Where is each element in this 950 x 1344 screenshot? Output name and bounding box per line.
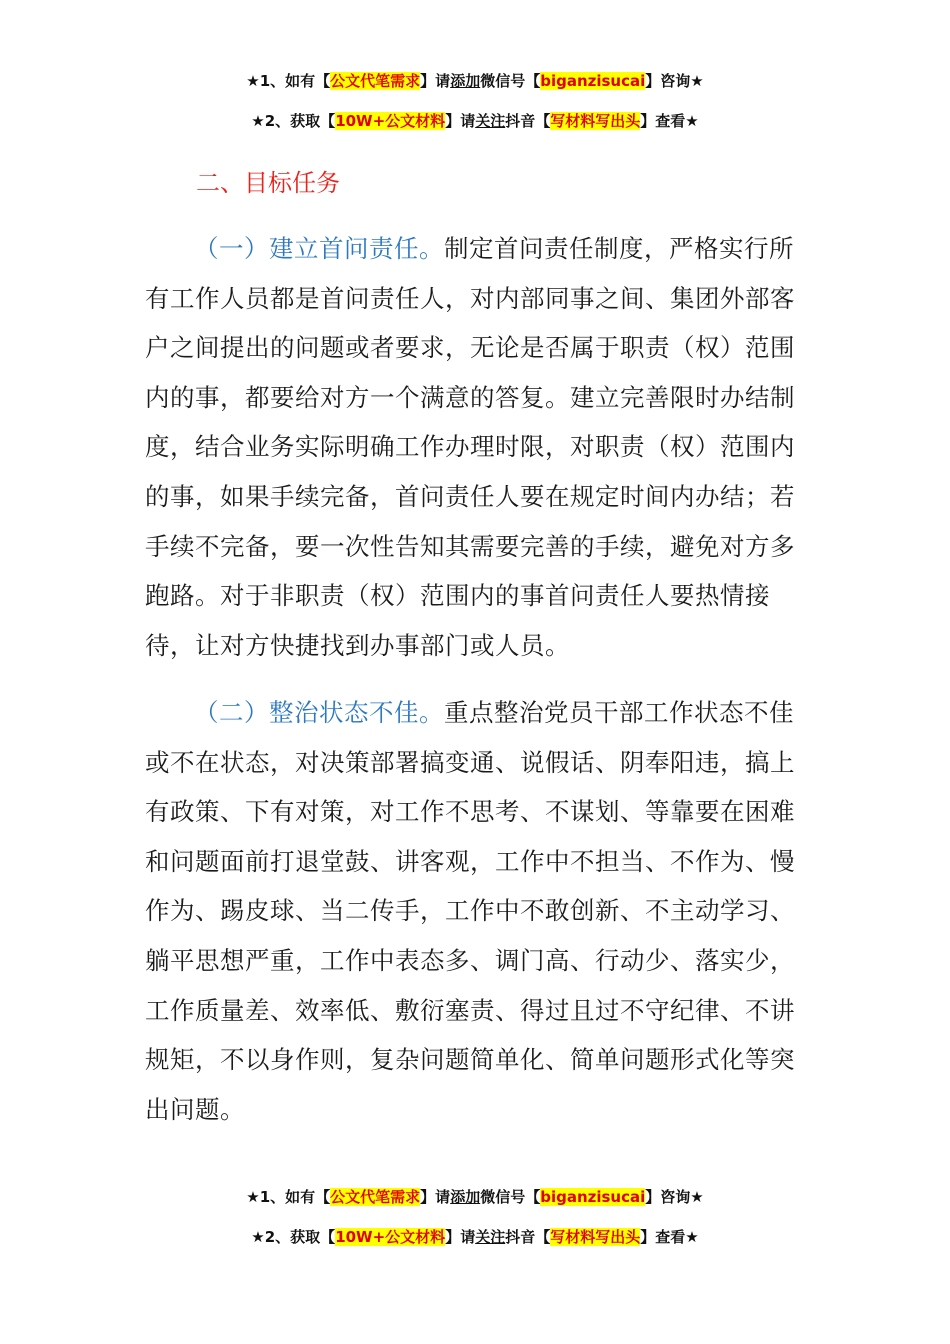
promo-banner-bottom-line1: [0, 1186, 950, 1208]
paragraph-lead: （一）建立首问责任。: [194, 234, 444, 263]
paragraph-first-responsibility: [145, 224, 807, 670]
banner-text: 微信号【: [480, 72, 541, 90]
banner-underline: 添加: [450, 72, 481, 90]
section-heading: 二、目标任务: [196, 169, 340, 197]
banner-suffix: 】咨询★: [645, 1188, 704, 1206]
banner-underline: 关注: [475, 1228, 506, 1246]
banner-text: 抖音【: [505, 1228, 551, 1246]
paragraph-lead: （二）整治状态不佳。: [194, 698, 444, 727]
banner-text: 】请: [420, 1188, 451, 1206]
banner-highlight: 10W+公文材料: [335, 1228, 446, 1246]
banner-text: 抖音【: [505, 112, 551, 130]
banner-prefix: ★2、获取【: [251, 1228, 336, 1246]
promo-banner-top-line2: [0, 110, 950, 132]
banner-underline: 添加: [450, 1188, 481, 1206]
promo-banner-bottom-line2: [0, 1226, 950, 1248]
banner-prefix: ★1、如有【: [246, 72, 331, 90]
banner-highlight: 公文代笔需求: [330, 72, 421, 90]
banner-highlight-douyin-id: 写材料写出头: [550, 1228, 641, 1246]
paragraph-poor-state: [145, 688, 807, 1134]
banner-text: 微信号【: [480, 1188, 541, 1206]
banner-text: 】请: [445, 1228, 476, 1246]
banner-text: 】请: [420, 72, 451, 90]
banner-highlight-douyin-id: 写材料写出头: [550, 112, 641, 130]
banner-highlight-wechat-id: biganzisucai: [540, 72, 646, 90]
banner-suffix: 】查看★: [640, 112, 699, 130]
banner-underline: 关注: [475, 112, 506, 130]
banner-highlight-wechat-id: biganzisucai: [540, 1188, 646, 1206]
banner-highlight: 公文代笔需求: [330, 1188, 421, 1206]
paragraph-body: 重点整治党员干部工作状态不佳或不在状态，对决策部署搞变通、说假话、阴奉阳违，搞上有政策、下有对策，对工作不思考、不谋划、等靠要在困难和问题面前打退堂鼓、讲客观，工作中不担当、不作为、慢作为、踢皮球、当二传手，工作中不敢创新、不主动学习、躺平思想严重，工作中表态多、调门高、行动少、落实少，工作质量差、效率低、敷衍塞责、得过且过不守纪律、不讲规矩，不以身作则，复杂问题简单化、简单问题形式化等突出问题。: [145, 698, 795, 1124]
banner-highlight: 10W+公文材料: [335, 112, 446, 130]
banner-text: 】请: [445, 112, 476, 130]
banner-prefix: ★1、如有【: [246, 1188, 331, 1206]
banner-suffix: 】咨询★: [645, 72, 704, 90]
banner-suffix: 】查看★: [640, 1228, 699, 1246]
paragraph-body: 制定首问责任制度，严格实行所有工作人员都是首问责任人，对内部同事之间、集团外部客户之间提出的问题或者要求，无论是否属于职责（权）范围内的事，都要给对方一个满意的答复。建立完善限时办结制度，结合业务实际明确工作办理时限，对职责（权）范围内的事，如果手续完备，首问责任人要在规定时间内办结；若手续不完备，要一次性告知其需要完善的手续，避免对方多跑路。对于非职责（权）范围内的事首问责任人要热情接待，让对方快捷找到办事部门或人员。: [145, 234, 795, 660]
banner-prefix: ★2、获取【: [251, 112, 336, 130]
promo-banner-top-line1: [0, 70, 950, 92]
